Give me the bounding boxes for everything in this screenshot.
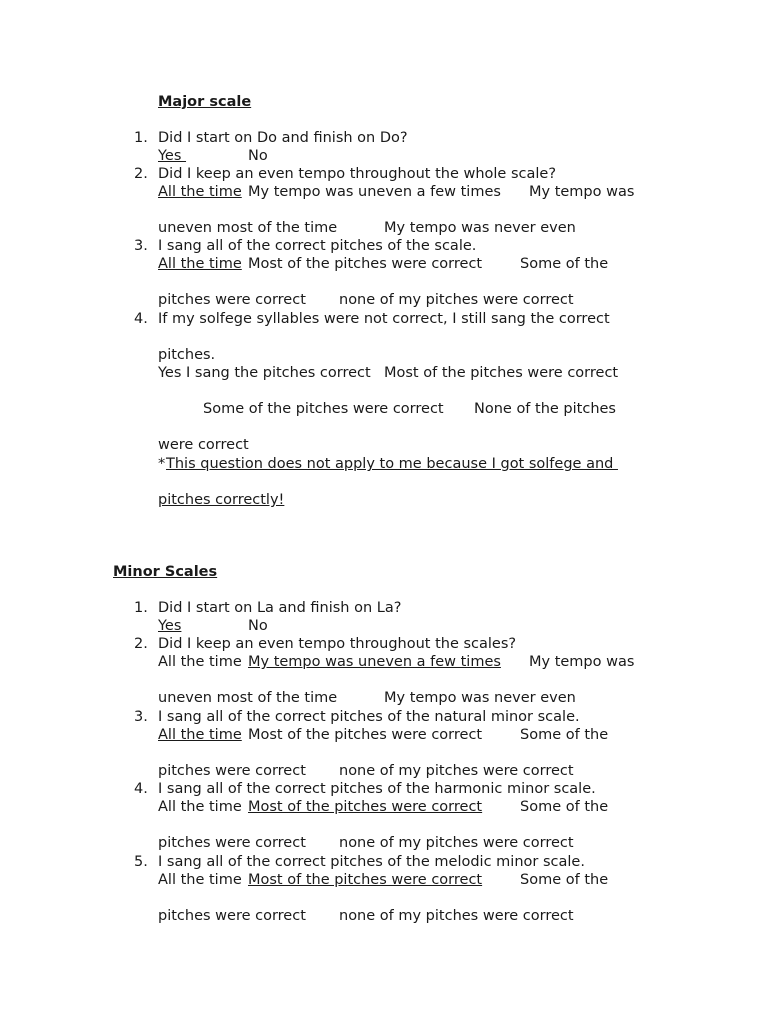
minor-q4-number: 4.	[134, 781, 148, 797]
minor-q2-text: Did I keep an even tempo throughout the scales?	[158, 636, 517, 652]
minor-q1-number: 1.	[134, 600, 148, 616]
major-q3-option-3-cont: pitches were correct	[158, 292, 306, 308]
minor-q5-option-2: Most of the pitches were correct	[248, 872, 483, 888]
minor-q5-number: 5.	[134, 854, 148, 870]
major-q1-text: Did I start on Do and finish on Do?	[158, 130, 408, 146]
minor-q2-option-3-cont: uneven most of the time	[158, 690, 338, 706]
major-q2-option-3: My tempo was	[529, 184, 635, 200]
minor-q5-option-1: All the time	[158, 872, 242, 888]
major-q3-option-2: Most of the pitches were correct	[248, 256, 483, 272]
major-q4-asterisk: *	[158, 456, 166, 472]
major-q2-option-1: All the time	[158, 184, 242, 200]
major-q4-option-4-cont: were correct	[158, 437, 249, 453]
minor-q4-option-1: All the time	[158, 799, 242, 815]
minor-q1-text: Did I start on La and finish on La?	[158, 600, 402, 616]
major-q3-option-1: All the time	[158, 256, 242, 272]
minor-q5-option-3-cont: pitches were correct	[158, 908, 306, 924]
minor-q4-option-3-cont: pitches were correct	[158, 835, 306, 851]
minor-scales-heading: Minor Scales	[113, 564, 218, 580]
minor-q4-option-4: none of my pitches were correct	[339, 835, 574, 851]
minor-q2-option-1: All the time	[158, 654, 242, 670]
major-q4-option-1: Yes I sang the pitches correct	[158, 365, 371, 381]
major-q4-option-4: None of the pitches	[474, 401, 616, 417]
minor-q1-option-yes: Yes	[158, 618, 182, 634]
minor-q2-number: 2.	[134, 636, 148, 652]
major-q4-text: If my solfege syllables were not correct, I still sang the correct	[158, 311, 610, 327]
major-scale-heading: Major scale	[158, 94, 252, 110]
major-q2-option-4: My tempo was never even	[384, 220, 576, 236]
minor-q1-option-no: No	[248, 618, 268, 634]
major-q1-option-yes: Yes	[158, 148, 187, 164]
minor-q5-option-3: Some of the	[520, 872, 609, 888]
minor-q2-option-2: My tempo was uneven a few times	[248, 654, 501, 670]
major-q4-number: 4.	[134, 311, 148, 327]
minor-q3-option-4: none of my pitches were correct	[339, 763, 574, 779]
minor-q3-option-3-cont: pitches were correct	[158, 763, 306, 779]
major-q2-option-3-cont: uneven most of the time	[158, 220, 338, 236]
major-q2-number: 2.	[134, 166, 148, 182]
minor-q2-option-4: My tempo was never even	[384, 690, 576, 706]
major-q4-text-cont: pitches.	[158, 347, 216, 363]
major-q4-option-3: Some of the pitches were correct	[203, 401, 444, 417]
minor-q4-text: I sang all of the correct pitches of the harmonic minor scale.	[158, 781, 596, 797]
minor-q5-option-4: none of my pitches were correct	[339, 908, 574, 924]
major-q4-note-cont: pitches correctly!	[158, 492, 285, 508]
major-q3-text: I sang all of the correct pitches of the scale.	[158, 238, 477, 254]
minor-q3-option-1: All the time	[158, 727, 242, 743]
minor-q5-text: I sang all of the correct pitches of the melodic minor scale.	[158, 854, 585, 870]
minor-q2-option-3: My tempo was	[529, 654, 635, 670]
minor-q4-option-3: Some of the	[520, 799, 609, 815]
major-q4-note: This question does not apply to me because I got solfege and	[166, 456, 618, 472]
major-q4-option-2: Most of the pitches were correct	[384, 365, 619, 381]
major-q3-option-4: none of my pitches were correct	[339, 292, 574, 308]
major-q1-number: 1.	[134, 130, 148, 146]
major-q3-number: 3.	[134, 238, 148, 254]
minor-q3-option-3: Some of the	[520, 727, 609, 743]
minor-q3-text: I sang all of the correct pitches of the natural minor scale.	[158, 709, 580, 725]
major-q3-option-3: Some of the	[520, 256, 609, 272]
minor-q4-option-2: Most of the pitches were correct	[248, 799, 483, 815]
minor-q3-option-2: Most of the pitches were correct	[248, 727, 483, 743]
major-q1-option-no: No	[248, 148, 268, 164]
major-q2-option-2: My tempo was uneven a few times	[248, 184, 501, 200]
minor-q3-number: 3.	[134, 709, 148, 725]
major-q2-text: Did I keep an even tempo throughout the whole scale?	[158, 166, 557, 182]
